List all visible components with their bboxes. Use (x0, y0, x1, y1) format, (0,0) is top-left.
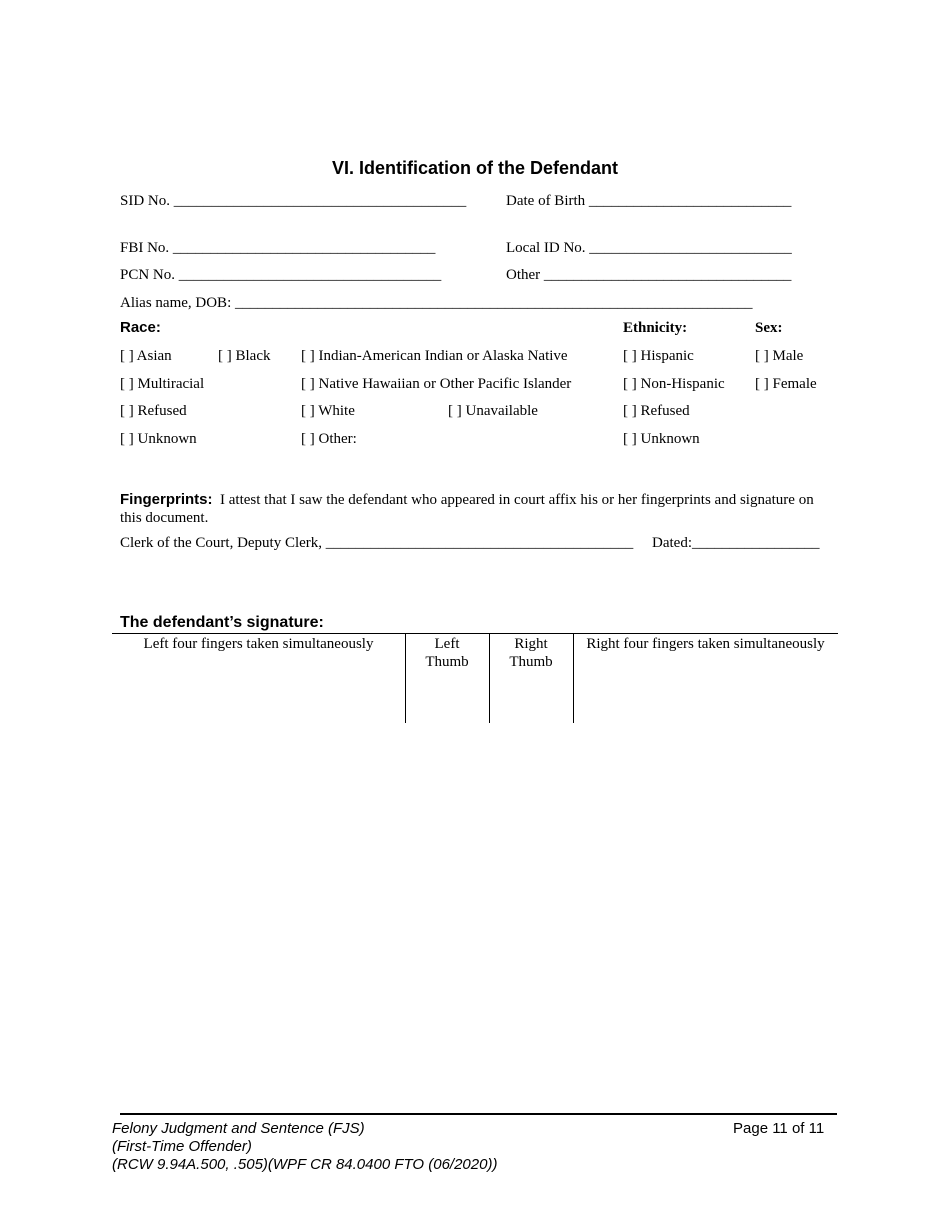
race-unavailable-checkbox[interactable]: [ ] Unavailable (448, 403, 538, 419)
section-title: VI. Identification of the Defendant (331, 158, 618, 178)
other-field[interactable]: Other _________________________________ (506, 267, 792, 283)
pcn-field[interactable]: PCN No. ___________________________________ (120, 267, 442, 283)
race-header: Race: (120, 319, 161, 336)
clerk-signature-line[interactable]: Clerk of the Court, Deputy Clerk, _________________________________________ (120, 535, 634, 551)
right-thumb-label: Right (514, 636, 548, 652)
race-refused-checkbox[interactable]: [ ] Refused (120, 403, 187, 419)
footer-form-citation: (RCW 9.94A.500, .505)(WPF CR 84.0400 FTO (06/2020)) (112, 1156, 498, 1173)
sex-female-checkbox[interactable]: [ ] Female (755, 376, 817, 392)
race-unknown-checkbox[interactable]: [ ] Unknown (120, 431, 197, 447)
left-four-fingers-box[interactable]: Left four fingers taken simultaneously (143, 636, 374, 652)
footer-rule (120, 1113, 837, 1115)
left-thumb-label-2: Thumb (425, 654, 469, 670)
sid-field[interactable]: SID No. _______________________________________ (120, 193, 467, 209)
dated-line[interactable]: Dated:_________________ (652, 535, 820, 551)
fingerprints-attestation (120, 491, 830, 527)
ethnicity-hispanic-checkbox[interactable]: [ ] Hispanic (623, 348, 694, 364)
footer-form-subtitle: (First-Time Offender) (112, 1138, 252, 1155)
alias-field[interactable]: Alias name, DOB: _____________________________________________________________________ (120, 295, 753, 311)
dob-field[interactable]: Date of Birth ___________________________ (506, 193, 792, 209)
left-thumb-label: Left (434, 636, 460, 652)
race-white-checkbox[interactable]: [ ] White (301, 403, 355, 419)
ethnicity-unknown-checkbox[interactable]: [ ] Unknown (623, 431, 700, 447)
ethnicity-refused-checkbox[interactable]: [ ] Refused (623, 403, 690, 419)
page-number: Page 11 of 11 (733, 1120, 825, 1137)
right-thumb-label-2: Thumb (509, 654, 553, 670)
race-pacific-islander-checkbox[interactable]: [ ] Native Hawaiian or Other Pacific Islander (301, 376, 572, 392)
right-four-fingers-box[interactable]: Right four fingers taken simultaneously (586, 636, 825, 652)
defendant-signature-title: The defendant’s signature: (120, 614, 324, 631)
right-thumb-box[interactable] (489, 635, 573, 671)
local-id-field[interactable]: Local ID No. ___________________________ (506, 240, 792, 256)
left-thumb-box[interactable] (405, 635, 489, 671)
footer-form-title: Felony Judgment and Sentence (FJS) (112, 1120, 365, 1137)
ethnicity-header: Ethnicity: (623, 320, 688, 336)
fbi-field[interactable]: FBI No. ___________________________________ (120, 240, 436, 256)
fingerprints-label: Fingerprints: (120, 491, 213, 508)
race-other-checkbox[interactable]: [ ] Other: (301, 431, 357, 447)
sex-male-checkbox[interactable]: [ ] Male (755, 348, 804, 364)
fingerprints-text: I attest that I saw the defendant who appeared in court affix his or her fingerprints and signature on this document. (120, 492, 814, 526)
race-multiracial-checkbox[interactable]: [ ] Multiracial (120, 376, 205, 392)
sex-header: Sex: (755, 320, 783, 336)
race-american-indian-checkbox[interactable]: [ ] Indian-American Indian or Alaska Native (301, 348, 568, 364)
race-black-checkbox[interactable]: [ ] Black (218, 348, 271, 364)
race-asian-checkbox[interactable]: [ ] Asian (120, 348, 172, 364)
ethnicity-non-hispanic-checkbox[interactable]: [ ] Non-Hispanic (623, 376, 725, 392)
fingerprint-table-top-rule (112, 633, 838, 634)
